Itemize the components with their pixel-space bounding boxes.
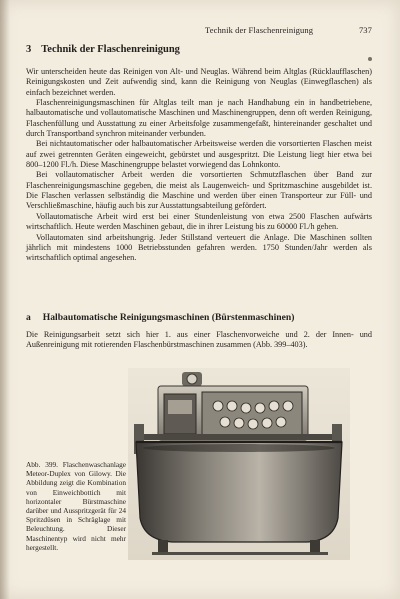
paragraph: Die Reinigungsarbeit setzt sich hier 1. aus einer Flaschenvorweiche und 2. der Innen- und Außenreinigung mit rotierenden Flaschenbürstmaschinen zusammen (Abb. 399–403).: [26, 330, 372, 350]
paragraph: Bei nichtautomatischer oder halbautomatischer Arbeitsweise werden die vorsortierten Flaschen meist auf zwei getrennten Geräten eingeweicht, gebürstet und ausgespritzt. Die Leistung liegt hier etwa bei 800–1200 Fl./h. Diese Maschinengruppe belastet vorwiegend das Lohnkonto.: [26, 139, 372, 170]
subsection-title: Halbautomatische Reinigungsmaschinen (Bürstenmaschinen): [42, 312, 295, 323]
paragraph: Wir unterscheiden heute das Reinigen von Alt- und Neuglas. Während beim Altglas (Rücklaufflaschen) Reinigungskosten und Zeit aufwendig sind, kann die Reinigung von Neuglas (Einwegflaschen) als einfach bezeichnet werden.: [26, 67, 372, 97]
section-body: [26, 67, 372, 264]
paragraph: Vollautomatische Arbeit wird erst bei einer Stundenleistung von etwa 2500 Flaschen aufwärts wirtschaftlich. Heute werden Maschinen gebaut, die in ihrer Leistung bis zu 60000 Fl./h gehen.: [26, 211, 372, 232]
figure-caption: Abb. 399. Flaschenwaschanlage Meteor-Duplex von Gilowy. Die Abbildung zeigt die Kombination von Einweichbottich mit horizontaler Bürstmaschine darüber und Ausspritzgerät für 24 Spritzdüsen in Schräglage mit Beleuchtung. Dieser Maschinentyp wird nicht mehr hergestellt.: [26, 460, 126, 552]
running-head: [205, 25, 372, 35]
paragraph: Vollautomaten sind arbeitshungrig. Jeder Stillstand verteuert die Anlage. Die Maschinen sollten jährlich mit mindestens 1000 Betriebsstunden gefahren werden. 1750 Stunden/Jahr werden als wirtschaftlich optimal angesehen.: [26, 232, 372, 263]
washing-machine-illustration: [128, 368, 350, 560]
page-number: 737: [358, 25, 372, 35]
page-spine-shadow: [0, 0, 10, 599]
section-number: 3: [26, 44, 32, 55]
section-title: Technik der Flaschenreinigung: [41, 44, 180, 55]
running-head-title: Technik der Flaschenreinigung: [205, 25, 314, 35]
subsection-number: a: [26, 312, 31, 323]
subsection-heading: [26, 312, 294, 323]
paragraph: Bei vollautomatischer Arbeit werden die vorsortierten Schmutzflaschen über Band zur Flaschenreinigungsmaschine gegeben, die meist als Laugenweich- und Spritzmaschine ausgebildet ist. Die Flaschen verlassen selbständig die Maschine und werden über einen Transporteur zur Füll- und Verschließmaschine, häufig auch bis zur Ausstattungsabteilung gefördert.: [26, 170, 372, 211]
subsection-body: [26, 330, 372, 351]
paragraph: Flaschenreinigungsmaschinen für Altglas teilt man je nach Handhabung ein in handbetriebene, halbautomatische und vollautomatische Maschinen und Maschinengruppen, denn oft werden Reinigung, Flaschenfüllung und Ausstattung zu einer Arbeitsfolge zusammengefaßt, hintereinander geschaltet und durch Transportband synchron miteinander verbunden.: [26, 98, 372, 139]
page-mark: [368, 57, 372, 61]
figure-washing-machine: [128, 368, 350, 560]
section-heading: [26, 44, 180, 55]
